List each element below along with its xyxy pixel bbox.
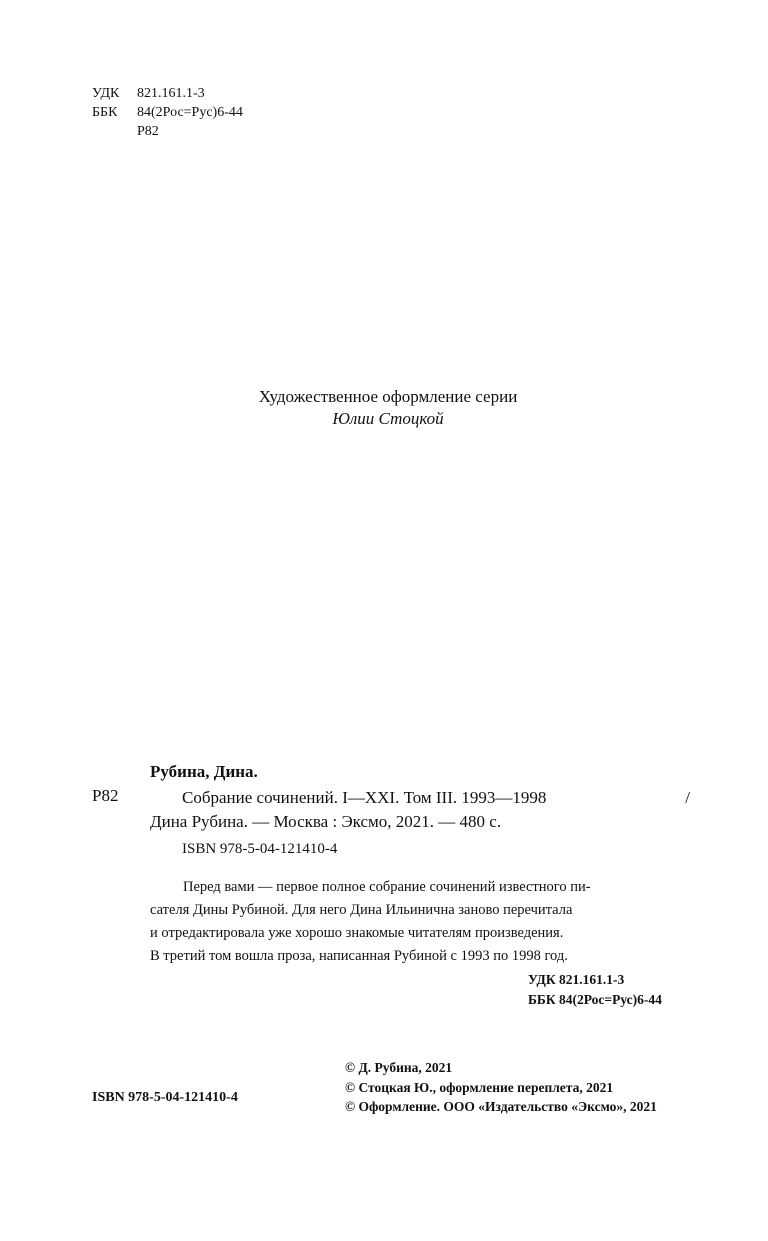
author-heading: Рубина, Дина. [150,762,258,781]
bibliographic-description [150,786,690,834]
copyright-publisher: © Оформление. ООО «Издательство «Эксмо», 2021 [345,1099,657,1114]
bibliographic-line-1 [150,786,690,810]
design-credit [0,386,768,430]
design-credit-name: Юлии Стоцкой [332,409,444,428]
bbk-bold: ББК 84(2Рос=Рус)6-44 [528,992,662,1007]
bbk-label: ББК [92,105,118,120]
annotation-line-1: Перед вами — первое полное собрание сочинений известного пи- [183,879,591,895]
bibliographic-line-2: Дина Рубина. — Москва : Эксмо, 2021. — 480 с. [150,812,502,831]
udk-value: 821.161.1-3 [137,86,205,101]
annotation-line-3: и отредактировала уже хорошо знакомые читателям произведения. [150,925,564,941]
copyright-cover: © Стоцкая Ю., оформление переплета, 2021 [345,1079,614,1095]
isbn-bottom: ISBN 978-5-04-121410-4 [92,1090,238,1105]
bbk-row [92,103,243,122]
catalog-code: Р82 [92,786,119,805]
copyright-author: © Д. Рубина, 2021 [345,1060,453,1075]
design-credit-title: Художественное оформление серии [258,387,518,406]
annotation-line-4: В третий том вошла проза, написанная Рубиной с 1993 по 1998 год. [150,948,568,964]
copyright-block [345,1058,657,1117]
bibliographic-slash: / [685,788,690,807]
author-sign-value: Р82 [137,124,159,139]
udk-row [92,84,243,103]
author-sign-row [92,122,243,141]
udk-label: УДК [92,86,120,101]
bbk-value: 84(2Рос=Рус)6-44 [137,105,243,120]
isbn-line: ISBN 978-5-04-121410-4 [182,841,338,857]
bibliographic-title: Собрание сочинений. I—XXI. Том III. 1993—1998 [182,788,547,807]
classification-block [92,84,243,141]
annotation-line-2: сателя Дины Рубиной. Для него Дина Ильинична заново перечитала [150,902,573,918]
udk-bbk-block [528,970,662,1010]
udk-bold: УДК 821.161.1-3 [528,972,625,987]
annotation [150,876,687,968]
